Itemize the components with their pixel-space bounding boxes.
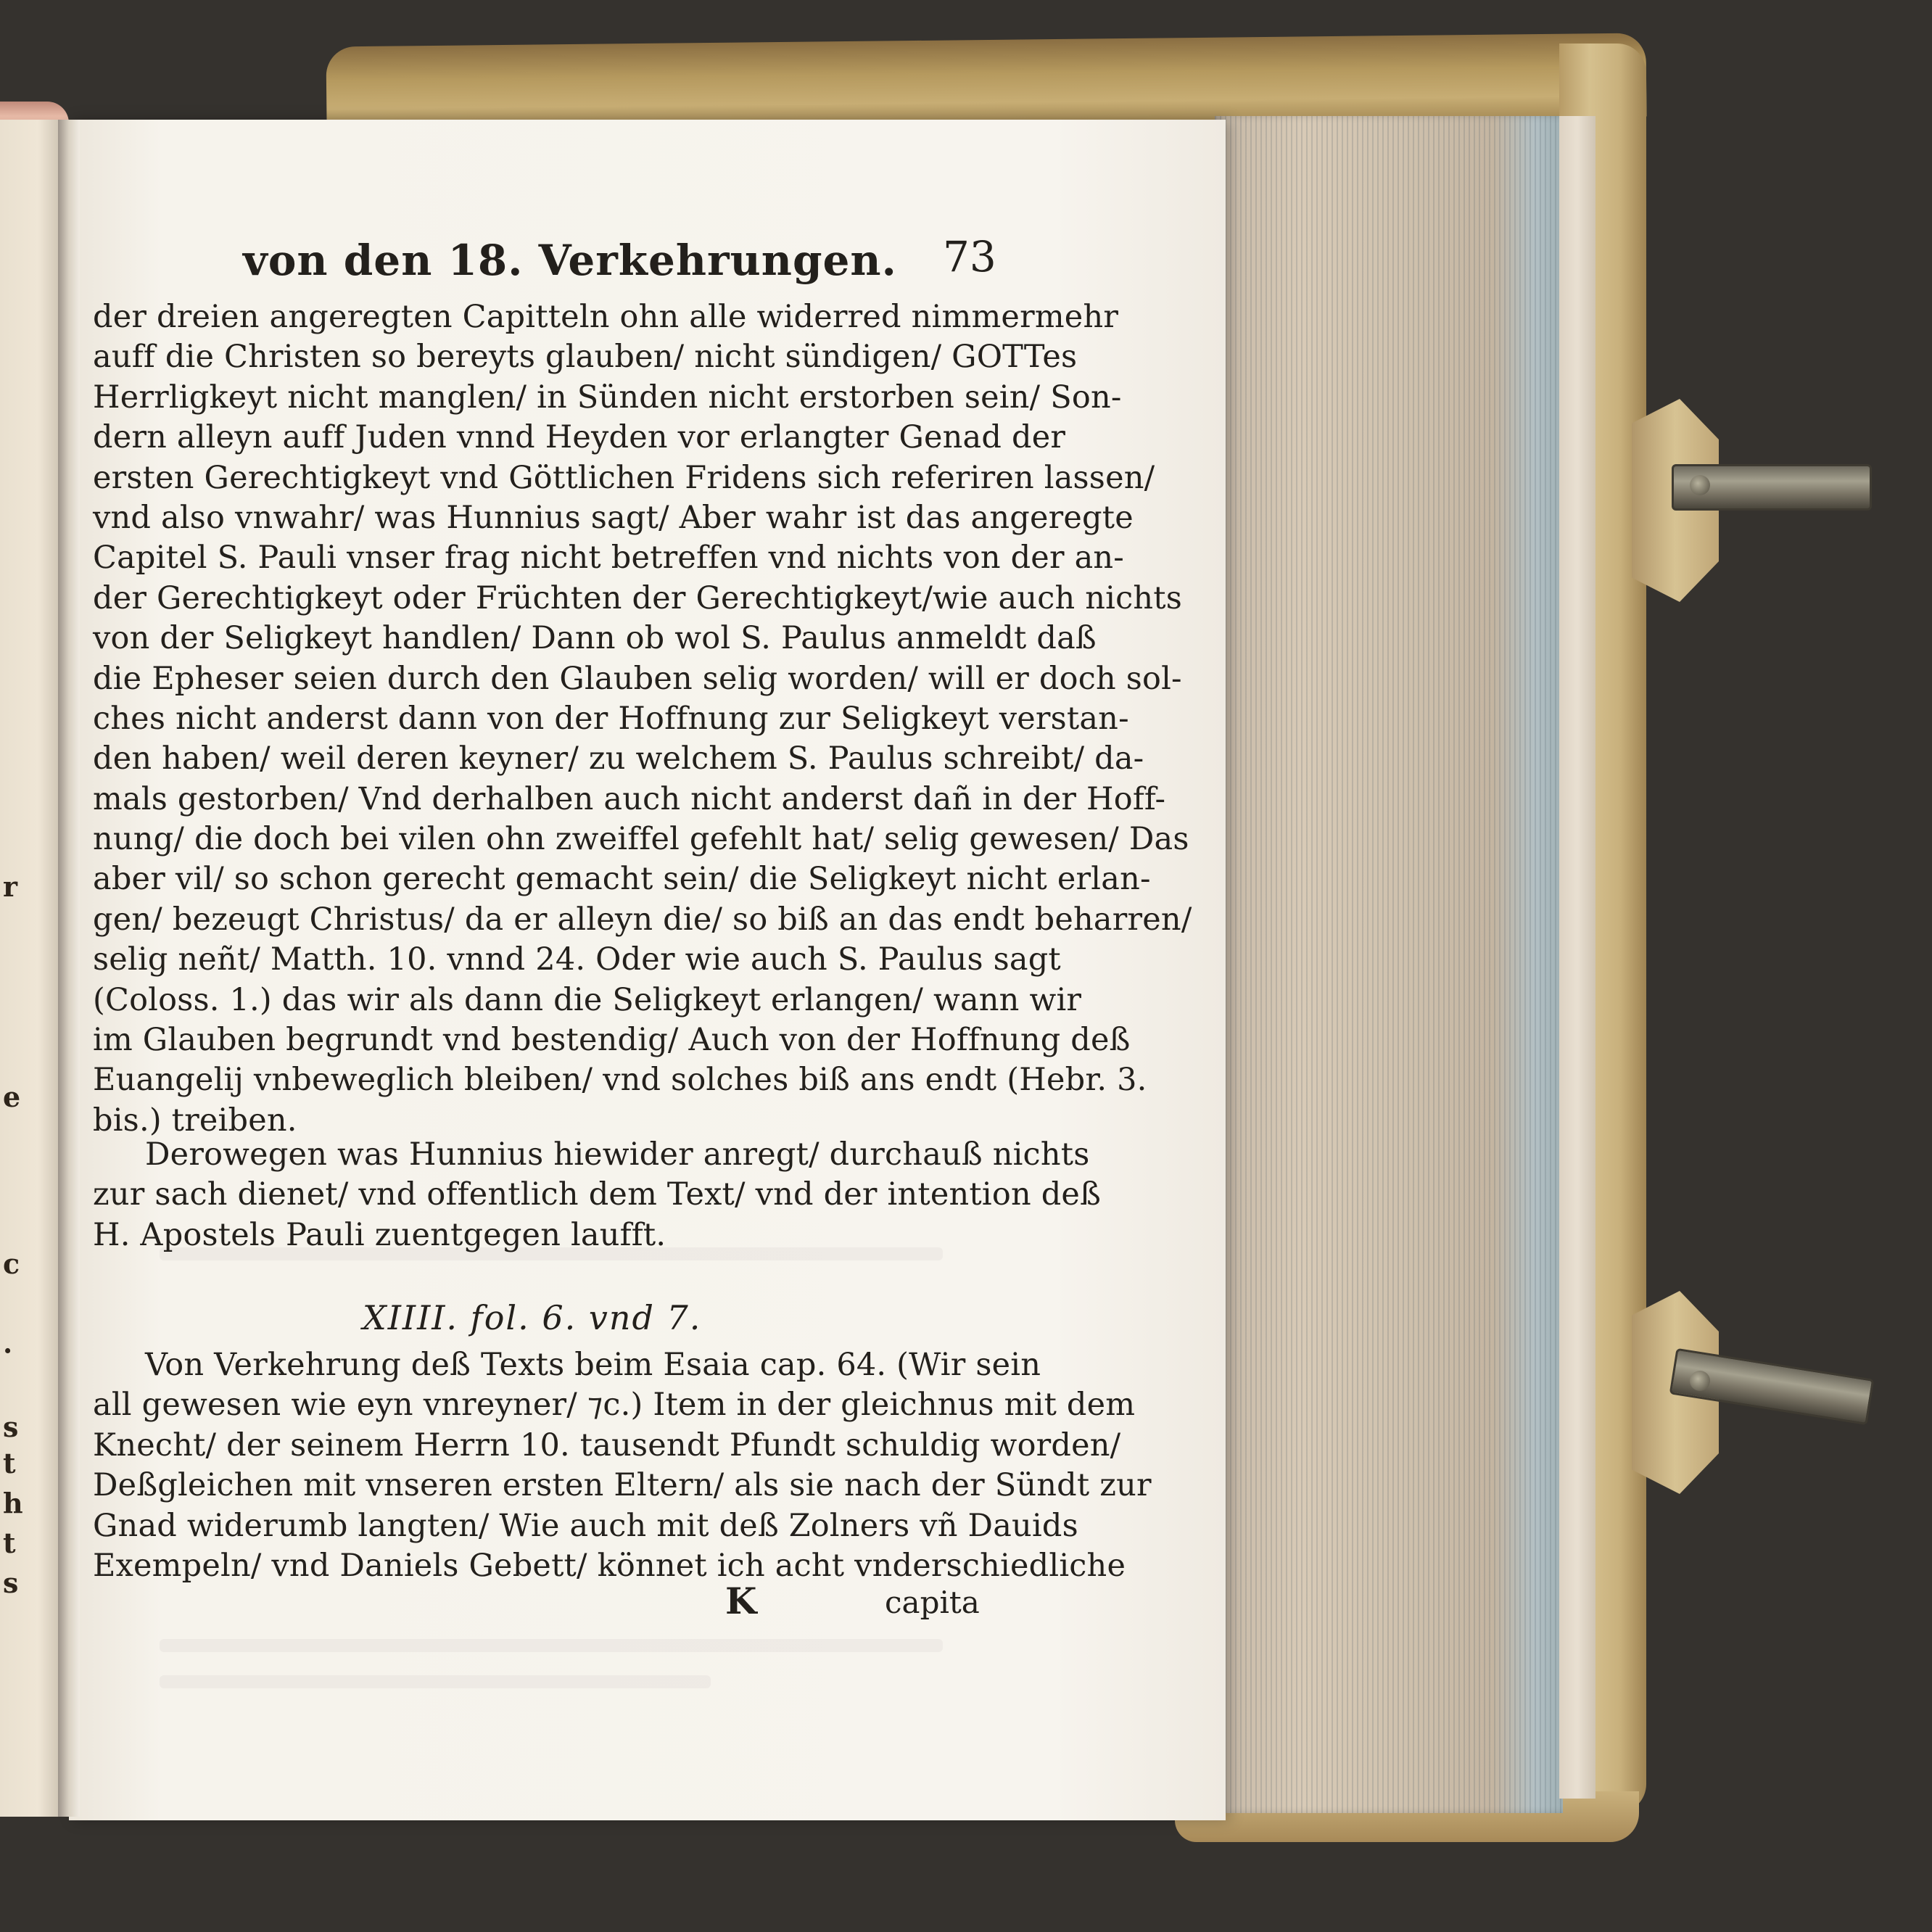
text-line: all gewesen wie eyn vnreyner/ ⁊c.) Item in der gleichnus mit dem [93, 1387, 1136, 1424]
text-line: aber vil/ so schon gerecht gemacht sein/ die Seligkeyt nicht erlan- [93, 861, 1151, 898]
text-line: vnd also vnwahr/ was Hunnius sagt/ Aber wahr ist das angeregte [93, 499, 1134, 536]
text-line: mals gestorben/ Vnd derhalben auch nicht anderst dañ in der Hoff- [93, 780, 1166, 817]
gutter [58, 120, 80, 1817]
text-line: Herrligkeyt nicht manglen/ in Sünden nicht erstorben sein/ Son- [93, 379, 1122, 416]
left-page [0, 120, 64, 1817]
left-page-glyph: s [3, 1411, 19, 1443]
show-through [160, 1639, 943, 1652]
left-page-glyph: r [3, 870, 18, 903]
text-line: Gnad widerumb langten/ Wie auch mit deß Zolners vñ Dauids [93, 1507, 1078, 1544]
show-through [160, 1675, 711, 1688]
text-line: ches nicht anderst dann von der Hoffnung zur Seligkeyt verstan- [93, 700, 1129, 737]
text-line: Euangelij vnbeweglich bleiben/ vnd solches biß ans endt (Hebr. 3. [93, 1062, 1147, 1099]
clasp-lower-pin [1690, 1371, 1710, 1391]
text-line: im Glauben begrundt vnd bestendig/ Auch von der Hoffnung deß [93, 1022, 1131, 1059]
text-line: Exempeln/ vnd Daniels Gebett/ könnet ich acht vnderschiedliche [93, 1547, 1126, 1584]
text-line: zur sach dienet/ vnd offentlich dem Text/ vnd der intention deß [93, 1176, 1102, 1213]
signature-mark: K [725, 1580, 757, 1622]
text-line: die Epheser seien durch den Glauben selig worden/ will er doch sol- [93, 660, 1182, 697]
left-page-glyph: c [3, 1247, 20, 1280]
paragraph-3 [93, 1345, 1152, 1586]
page-number: 73 [943, 232, 996, 281]
running-head: von den 18. Verkehrungen. [243, 236, 897, 285]
endpaper [1559, 116, 1595, 1799]
left-page-glyph: · [3, 1334, 13, 1367]
text-line: dern alleyn auff Juden vnnd Heyden vor erlangter Genad der [93, 419, 1066, 456]
page-fore-edge [1215, 116, 1563, 1813]
text-line: bis.) treiben. [93, 1102, 297, 1139]
text-line: nung/ die doch bei vilen ohn zweiffel gefehlt hat/ selig gewesen/ Das [93, 821, 1189, 858]
left-page-glyph: e [3, 1081, 21, 1113]
left-page-glyph: t [3, 1527, 16, 1559]
text-line: auff die Christen so bereyts glauben/ nicht sündigen/ GOTTes [93, 339, 1078, 376]
text-line: der Gerechtigkeyt oder Früchten der Gerechtigkeyt/wie auch nichts [93, 579, 1183, 616]
text-line: gen/ bezeugt Christus/ da er alleyn die/ so biß an das endt beharren/ [93, 901, 1192, 938]
catchword: capita [885, 1585, 980, 1620]
text-line: den haben/ weil deren keyner/ zu welchem S. Paulus schreibt/ da- [93, 740, 1144, 777]
text-line: der dreien angeregten Capitteln ohn alle widerred nimmermehr [93, 299, 1119, 335]
clasp-upper-pin [1690, 475, 1710, 495]
paragraph-1 [93, 297, 1192, 1141]
text-line: Von Verkehrung deß Texts beim Esaia cap. 64. (Wir sein [145, 1347, 1041, 1383]
text-line: von der Seligkeyt handlen/ Dann ob wol S. Paulus anmeldt daß [93, 620, 1097, 657]
text-line: Deßgleichen mit vnseren ersten Eltern/ als sie nach der Sündt zur [93, 1467, 1152, 1504]
left-page-glyph: t [3, 1447, 16, 1479]
left-page-glyph: s [3, 1566, 19, 1599]
section-heading: XIIII. fol. 6. vnd 7. [363, 1298, 702, 1337]
text-line: selig neñt/ Matth. 10. vnnd 24. Oder wie auch S. Paulus sagt [93, 941, 1061, 978]
text-line: ersten Gerechtigkeyt vnd Göttlichen Fridens sich referiren lassen/ [93, 459, 1155, 496]
text-line: Knecht/ der seinem Herrn 10. tausendt Pfundt schuldig worden/ [93, 1427, 1121, 1464]
text-line: Capitel S. Pauli vnser frag nicht betreffen vnd nichts von der an- [93, 540, 1125, 577]
text-line: H. Apostels Pauli zuentgegen laufft. [93, 1216, 666, 1253]
left-page-glyph: h [3, 1487, 23, 1519]
text-line: Derowegen was Hunnius hiewider anregt/ durchauß nichts [145, 1136, 1090, 1173]
text-line: (Coloss. 1.) das wir als dann die Seligkeyt erlangen/ wann wir [93, 981, 1082, 1018]
paragraph-2 [93, 1135, 1102, 1255]
